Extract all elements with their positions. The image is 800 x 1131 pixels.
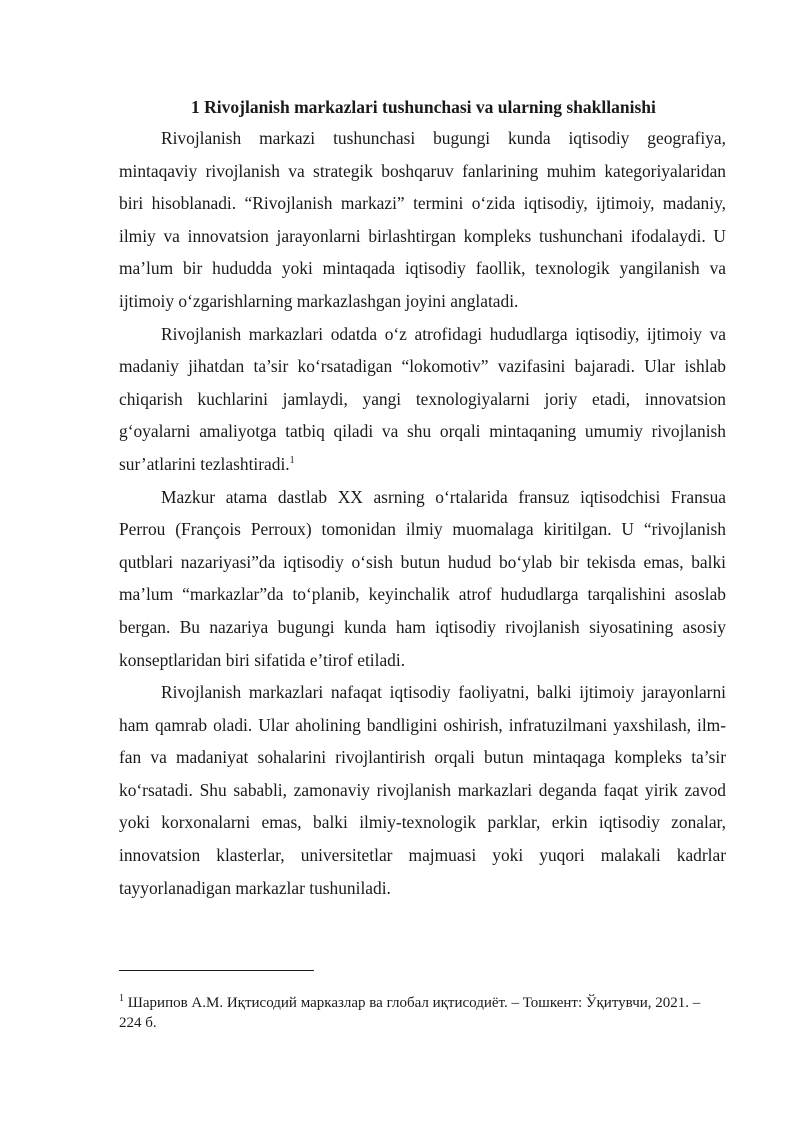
paragraph-3: Mazkur atama dastlab XX asrning o‘rtalarida fransuz iqtisodchisi Fransua Perrou (François Perroux) tomonidan ilmiy muomalaga kiritilgan. U “rivojlanish qutblari nazariyasi”da iqtisodiy o‘sish butun hudud bo‘ylab bir tekisda emas, balki ma’lum “markazlar”da to‘planib, keyinchalik atrof hududlarga tarqalishini asoslab bergan. Bu nazariya bugungi kunda ham iqtisodiy rivojlanish siyosatining asosiy konseptlaridan biri sifatida e’tirof etiladi. (119, 486, 726, 670)
paragraph-4: Rivojlanish markazlari nafaqat iqtisodiy faoliyatni, balki ijtimoiy jarayonlarni ham qamrab oladi. Ular aholining bandligini oshirish, infratuzilmani yaxshilash, ilm-fan va madaniyat sohalarini rivojlantirish orqali butun mintaqaga kompleks ta’sir ko‘rsatadi. Shu sababli, zamonaviy rivojlanish markazlari deganda faqat yirik zavod yoki korxonalarni emas, balki ilmiy-texnologik parklar, erkin iqtisodiy zonalar, innovatsion klasterlar, universitetlar majmuasi yoki yuqori malakali kadrlar tayyorlanadigan markazlar tushuniladi. (119, 682, 726, 898)
footnote-mark: 1 (119, 993, 124, 1004)
footnote-reference[interactable]: 1 (289, 455, 295, 467)
section-heading: 1 Rivojlanish markazlari tushunchasi va ularning shakllanishi (191, 97, 656, 117)
document-body (119, 92, 726, 904)
paragraph-1: Rivojlanish markazi tushunchasi bugungi kunda iqtisodiy geografiya, mintaqaviy rivojlanish va strategik boshqaruv fanlarining muhim kategoriyalaridan biri hisoblanadi. “Rivojlanish markazi” termini o‘zida iqtisodiy, ijtimoiy, madaniy, ilmiy va innovatsion jarayonlarni birlashtirgan kompleks tushunchani ifodalaydi. U ma’lum bir hududda yoki mintaqada iqtisodiy faollik, texnologik yangilanish va ijtimoiy o‘zgarishlarning markazlashgan joyini anglatadi. (119, 128, 726, 311)
footnote-text: Шарипов А.М. Иқтисодий марказлар ва глобал иқтисодиёт. – Тошкент: Ўқитувчи, 2021. – 224 б. (119, 995, 701, 1031)
footnote (119, 993, 719, 1033)
paragraph-2-text: Rivojlanish markazlari odatda o‘z atrofidagi hududlarga iqtisodiy, ijtimoiy va madaniy jihatdan ta’sir ko‘rsatadigan “lokomotiv” vazifasini bajaradi. Ular ishlab chiqarish kuchlarini jamlaydi, yangi texnologiyalarni joriy etadi, innovatsion g‘oyalarni amaliyotga tatbiq qiladi va shu orqali mintaqaning umumiy rivojlanish sur’atlarini tezlashtiradi. (119, 323, 726, 474)
footnote-separator (119, 970, 314, 971)
paragraph-2 (119, 318, 726, 481)
